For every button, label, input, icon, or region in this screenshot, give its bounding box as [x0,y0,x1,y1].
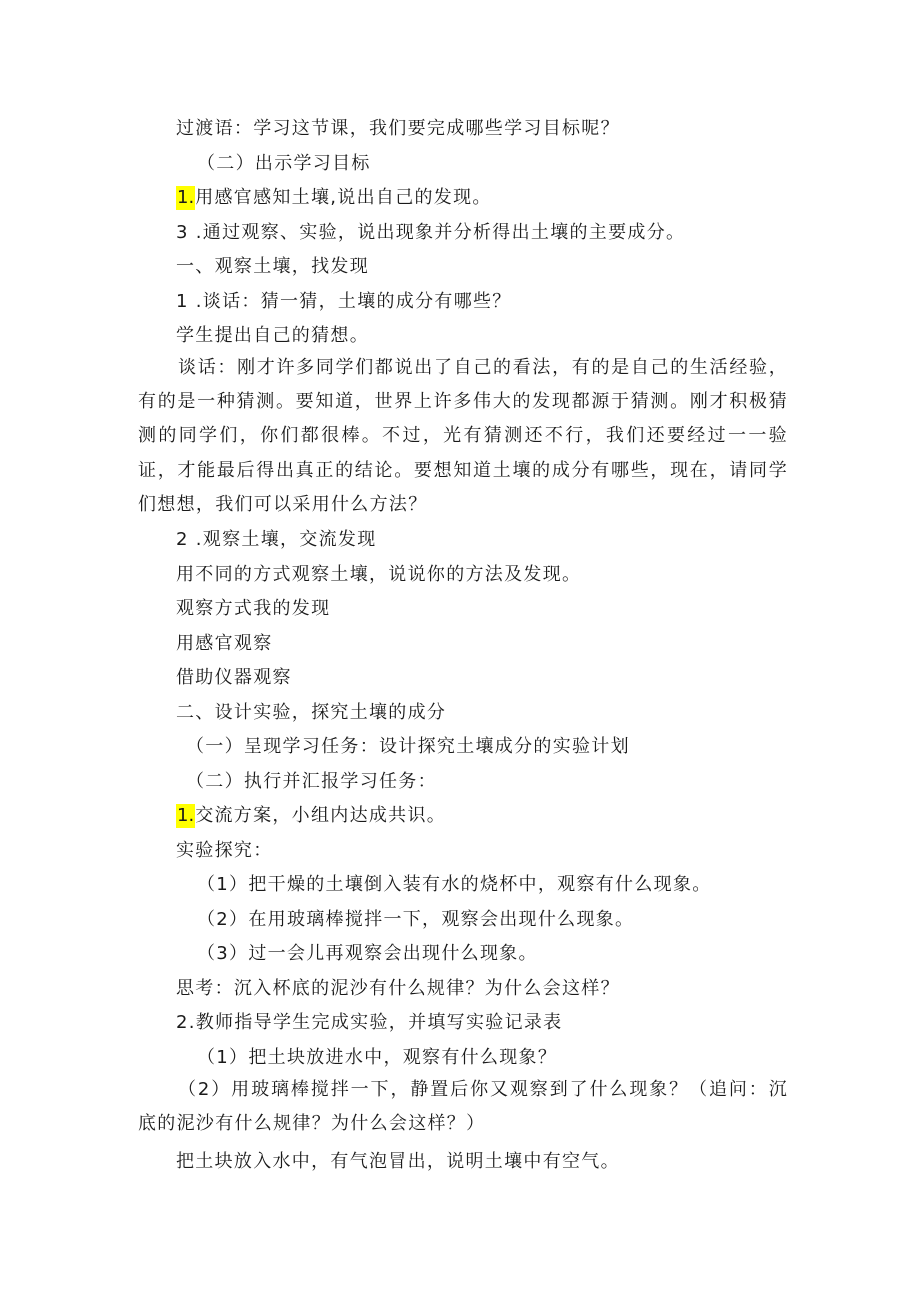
think-question: 思考：沉入杯底的泥沙有什么规律？为什么会这样？ [176,978,620,999]
observe-instruction: 用不同的方式观察土壤，说说你的方法及发现。 [176,564,582,585]
table-header-text: 观察方式我的发现 [176,598,331,619]
objective-item-1-text: 用感官感知土壤,说出自己的发现。 [195,187,492,208]
highlighted-number: 1. [177,805,195,826]
experiment-label: 实验探究： [176,840,273,861]
experiment-step-3: （3）过一会儿再观察会出现什么现象。 [197,943,538,964]
talk-paragraph: 谈话：刚才许多同学们都说出了自己的看法，有的是自己的生活经验，有的是一种猜测。要知道，世界上许多伟大的发现都源于猜测。刚才积极猜测的同学们，你们都很棒。不过，光有猜测还不行，我们还要经过一一验证，才能最后得出真正的结论。要想知道土壤的成分有哪些，现在，请同学们想想，我们可以采用什么方法？ [138,357,788,515]
section-heading-1: 一、观察土壤，找发现 [176,256,369,277]
teacher-guide: 2.教师指导学生完成实验，并填写实验记录表 [176,1012,563,1033]
guide-step-2-paragraph: （2）用玻璃棒搅拌一下，静置后你又观察到了什么现象？（追问：沉底的泥沙有什么规律？为什么会这样？） [138,1079,788,1135]
step-2-observe: 2 .观察土壤，交流发现 [176,529,377,550]
highlighted-number: 1. [177,187,195,208]
guide-step-1: （1）把土块放进水中，观察有什么现象？ [197,1047,558,1068]
task-present: （一）呈现学习任务：设计探究土壤成分的实验计划 [186,736,630,757]
instrument-observation: 借助仪器观察 [176,667,292,688]
transition-text: 过渡语：学习这节课，我们要完成哪些学习目标呢？ [176,118,620,139]
objective-item-1 [176,186,492,210]
sense-observation: 用感官观察 [176,633,273,654]
experiment-step-1: （1）把干燥的土壤倒入装有水的烧杯中，观察有什么现象。 [197,874,712,895]
experiment-step-2: （2）在用玻璃棒搅拌一下，观察会出现什么现象。 [197,909,635,930]
step-1-talk: 1 .谈话：猜一猜，土壤的成分有哪些？ [176,291,512,312]
student-guess: 学生提出自己的猜想。 [176,325,369,346]
task-execute: （二）执行并汇报学习任务： [186,771,437,792]
exchange-plan [176,804,446,828]
conclusion-air: 把土块放入水中，有气泡冒出，说明土壤中有空气。 [176,1151,620,1172]
exchange-plan-text: 交流方案，小组内达成共识。 [195,805,447,826]
section-heading-objectives: （二）出示学习目标 [197,153,371,174]
objective-item-3: 3 .通过观察、实验，说出现象并分析得出土壤的主要成分。 [176,222,686,243]
section-heading-2: 二、设计实验，探究土壤的成分 [176,702,447,723]
